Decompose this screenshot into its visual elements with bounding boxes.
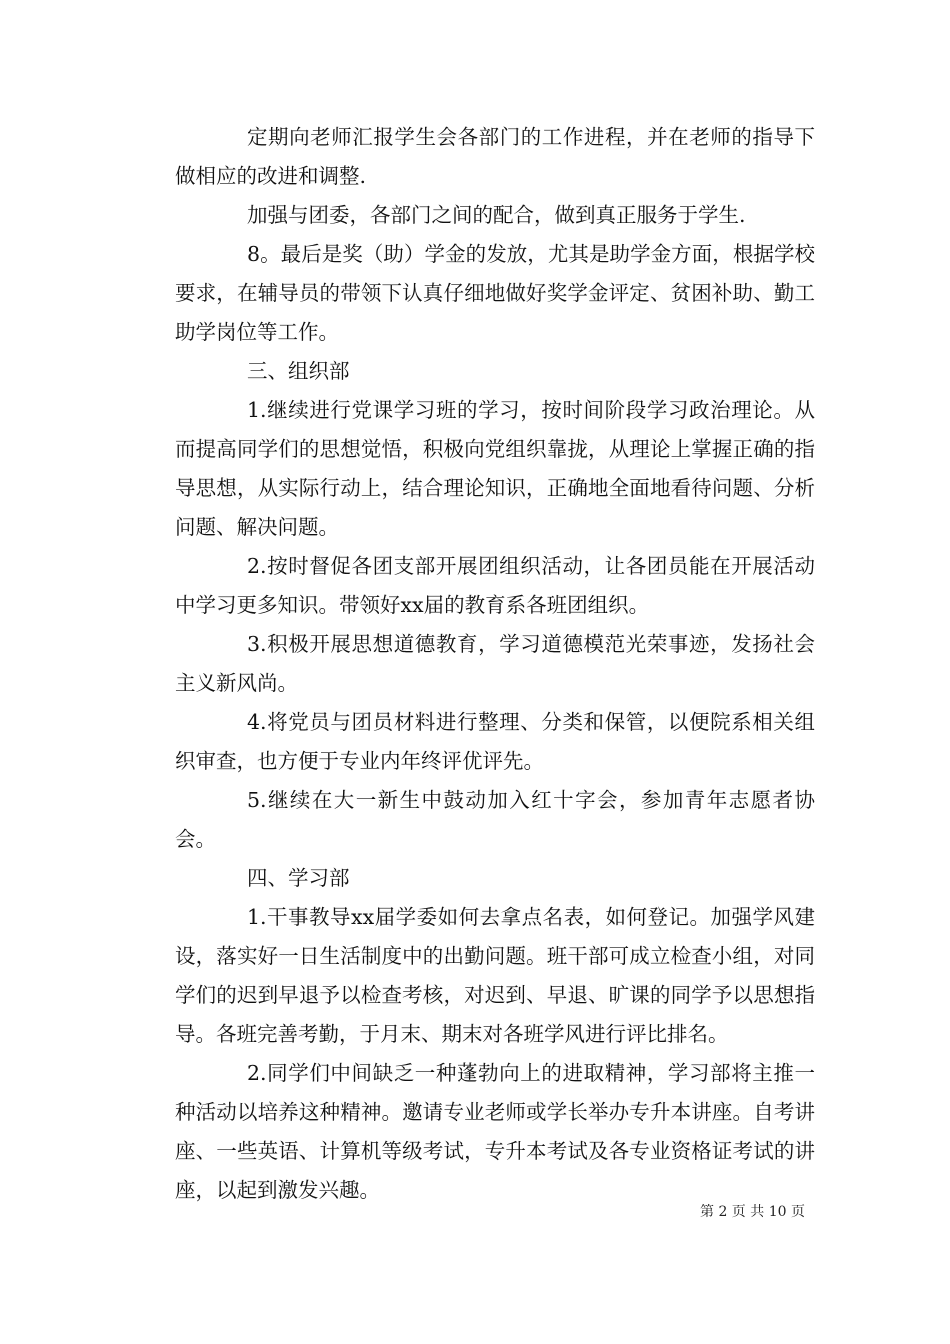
document-body [175, 118, 815, 1210]
paragraph-study-item-1: 1.干事教导xx届学委如何去拿点名表，如何登记。加强学风建设，落实好一日生活制度中的出勤问题。班干部可成立检查小组，对同学们的迟到早退予以检查考核，对迟到、早退、旷课的同学予以思想指导。各班完善考勤，于月末、期末对各班学风进行评比排名。 [175, 905, 815, 1046]
paragraph-report-to-teacher: 定期向老师汇报学生会各部门的工作进程，并在老师的指导下做相应的改进和调整. [175, 125, 815, 188]
paragraph-org-item-1: 1.继续进行党课学习班的学习，按时间阶段学习政治理论。从而提高同学们的思想觉悟，积极向党组织靠拢，从理论上掌握正确的指导思想，从实际行动上，结合理论知识，正确地全面地看待问题、分析问题、解决问题。 [175, 398, 815, 539]
paragraph-org-item-3: 3.积极开展思想道德教育，学习道德模范光荣事迹，发扬社会主义新风尚。 [175, 632, 815, 695]
paragraph-study-item-2: 2.同学们中间缺乏一种蓬勃向上的进取精神，学习部将主推一种活动以培养这种精神。邀请专业老师或学长举办专升本讲座。自考讲座、一些英语、计算机等级考试，专升本考试及各专业资格证考试的讲座，以起到激发兴趣。 [175, 1061, 815, 1202]
page-number-footer: 第 2 页 共 10 页 [700, 1204, 805, 1220]
paragraph-scholarship: 8。最后是奖（助）学金的发放，尤其是助学金方面，根据学校要求，在辅导员的带领下认真仔细地做好奖学金评定、贫困补助、勤工助学岗位等工作。 [175, 242, 815, 344]
paragraph-org-item-4: 4.将党员与团员材料进行整理、分类和保管，以便院系相关组织审查，也方便于专业内年终评优评先。 [175, 710, 815, 773]
paragraph-org-item-5: 5.继续在大一新生中鼓动加入红十字会，参加青年志愿者协会。 [175, 788, 815, 851]
section-heading-study: 四、学习部 [247, 866, 350, 890]
paragraph-cooperation: 加强与团委，各部门之间的配合，做到真正服务于学生. [247, 203, 746, 227]
section-heading-organization: 三、组织部 [247, 359, 350, 383]
paragraph-org-item-2: 2.按时督促各团支部开展团组织活动，让各团员能在开展活动中学习更多知识。带领好xx届的教育系各班团组织。 [175, 554, 815, 617]
